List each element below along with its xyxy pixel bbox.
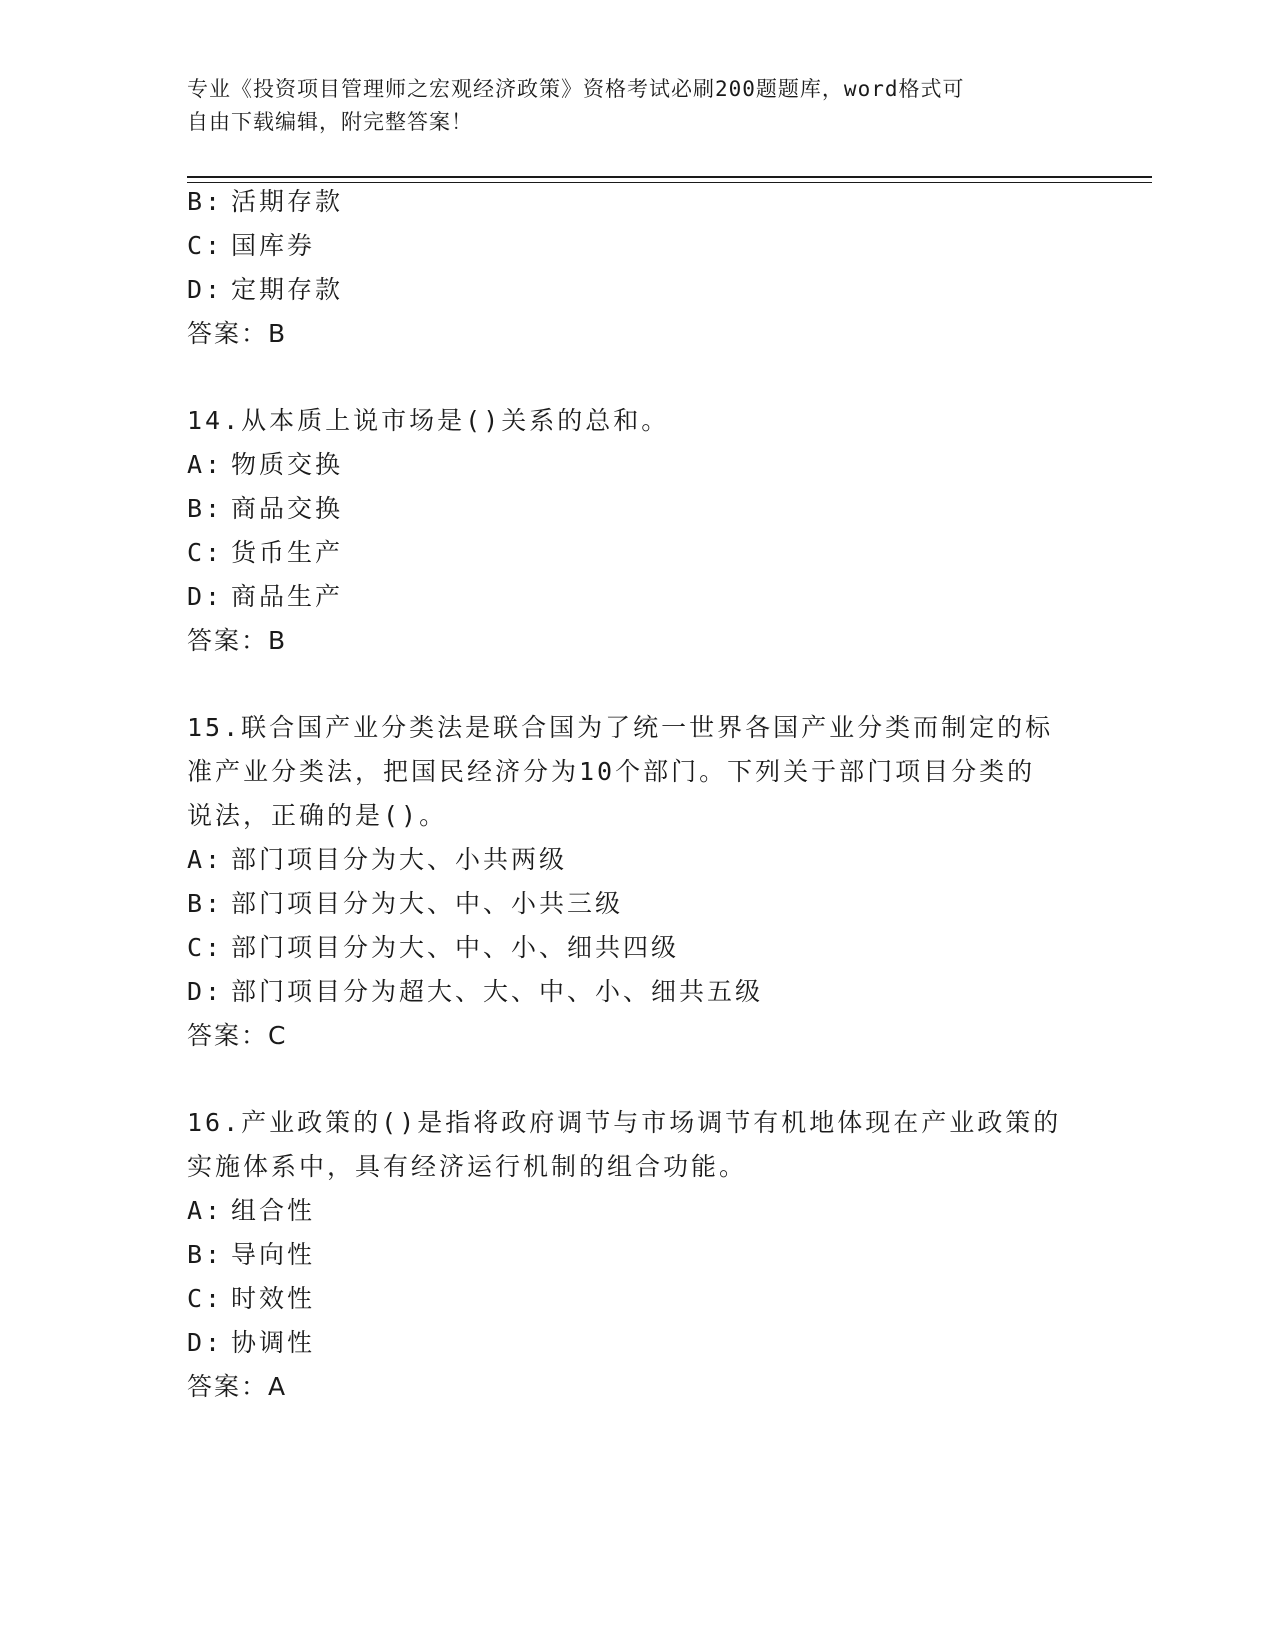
- option-letter: B:: [187, 1240, 224, 1269]
- option-letter: A:: [187, 1196, 224, 1225]
- option-letter: D:: [187, 977, 224, 1006]
- q14-option-a: [187, 442, 343, 488]
- option-text: 组合性: [231, 1196, 316, 1225]
- option-text: 商品交换: [231, 494, 344, 523]
- q16-question-line-2: 实施体系中，具有经济运行机制的组合功能。: [187, 1152, 748, 1181]
- option-letter: B:: [187, 889, 224, 918]
- q16-option-d: [187, 1320, 315, 1366]
- q15-option-a: [187, 837, 567, 883]
- q15-option-b: [187, 881, 623, 927]
- option-text: 导向性: [231, 1240, 316, 1269]
- option-text: 物质交换: [231, 450, 344, 479]
- q16-question-line-1: 16.产业政策的()是指将政府调节与市场调节有机地体现在产业政策的: [187, 1108, 1062, 1137]
- option-letter: C:: [187, 231, 224, 260]
- option-letter: B:: [187, 187, 224, 216]
- q16-answer: 答案：A: [187, 1372, 288, 1401]
- q15-answer: 答案：C: [187, 1021, 288, 1050]
- q14-answer: 答案：B: [187, 626, 288, 655]
- option-text: 时效性: [231, 1284, 316, 1313]
- q16-option-c: [187, 1276, 315, 1322]
- q14-option-b: [187, 486, 343, 532]
- header-divider-thick: [187, 176, 1152, 178]
- option-letter: C:: [187, 933, 224, 962]
- q13-answer: 答案：B: [187, 319, 288, 348]
- option-letter: D:: [187, 275, 224, 304]
- document-header: [187, 73, 1067, 139]
- option-text: 商品生产: [231, 582, 344, 611]
- option-letter: B:: [187, 494, 224, 523]
- q14-option-d: [187, 574, 343, 620]
- q15-option-c: [187, 925, 679, 971]
- q14-question: 14.从本质上说市场是()关系的总和。: [187, 406, 670, 435]
- option-text: 部门项目分为大、中、小共三级: [231, 889, 624, 918]
- q16-option-a: [187, 1188, 315, 1234]
- header-line-2: 自由下载编辑，附完整答案！: [187, 110, 473, 134]
- q13-option-c: [187, 223, 315, 269]
- option-text: 部门项目分为大、中、小、细共四级: [231, 933, 680, 962]
- q15-question-line-3: 说法，正确的是()。: [187, 801, 448, 830]
- option-text: 部门项目分为超大、大、中、小、细共五级: [231, 977, 764, 1006]
- header-line-1: 专业《投资项目管理师之宏观经济政策》资格考试必刷200题题库，word格式可: [187, 77, 965, 101]
- q13-option-b: [187, 179, 343, 225]
- option-text: 国库券: [231, 231, 316, 260]
- option-letter: D:: [187, 582, 224, 611]
- option-letter: C:: [187, 538, 224, 567]
- q15-option-d: [187, 969, 763, 1015]
- q15-question-line-2: 准产业分类法，把国民经济分为10个部门。下列关于部门项目分类的: [187, 757, 1036, 786]
- option-text: 活期存款: [231, 187, 344, 216]
- option-letter: A:: [187, 450, 224, 479]
- q14-option-c: [187, 530, 343, 576]
- option-letter: D:: [187, 1328, 224, 1357]
- option-letter: C:: [187, 1284, 224, 1313]
- q13-option-d: [187, 267, 343, 313]
- option-text: 定期存款: [231, 275, 344, 304]
- option-text: 部门项目分为大、小共两级: [231, 845, 568, 874]
- q15-question-line-1: 15.联合国产业分类法是联合国为了统一世界各国产业分类而制定的标: [187, 713, 1054, 742]
- option-letter: A:: [187, 845, 224, 874]
- option-text: 协调性: [231, 1328, 316, 1357]
- q16-option-b: [187, 1232, 315, 1278]
- option-text: 货币生产: [231, 538, 344, 567]
